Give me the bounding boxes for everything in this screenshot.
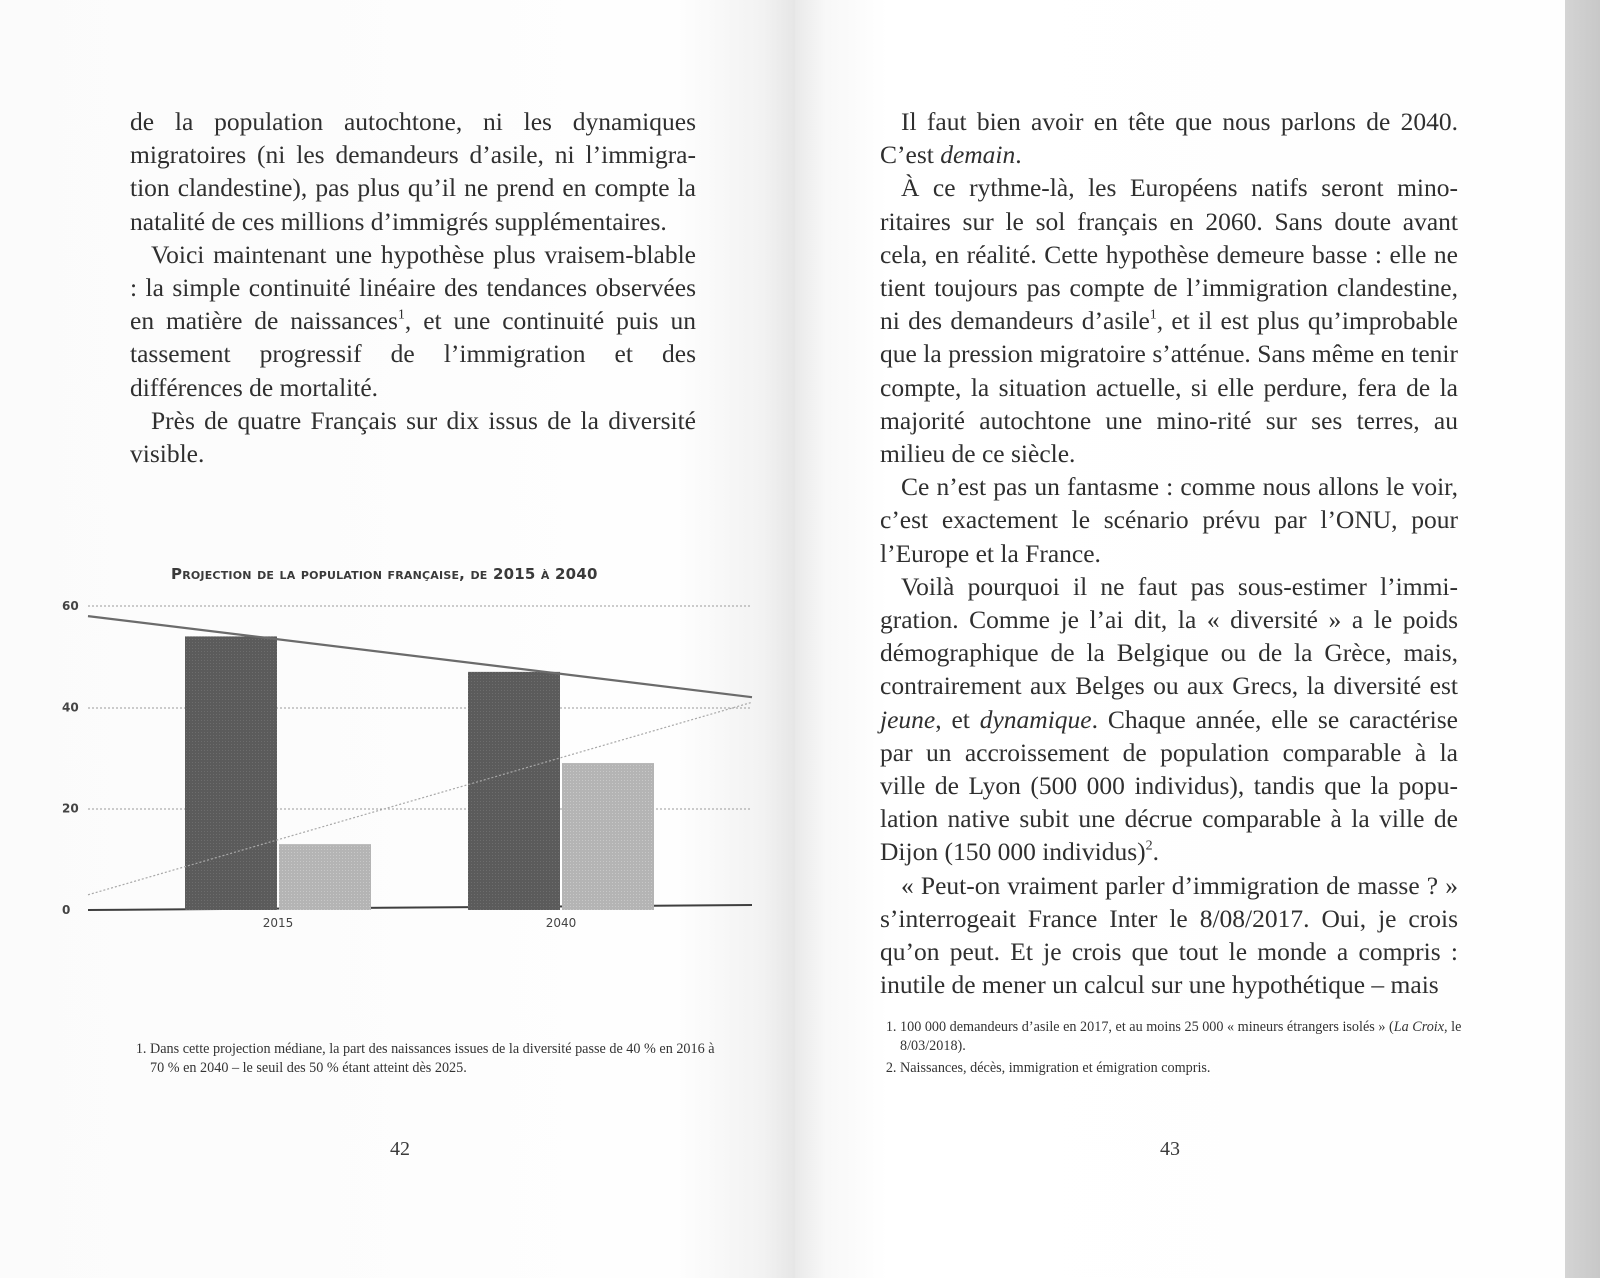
page-number: 43 <box>1160 1138 1180 1160</box>
page-number: 42 <box>390 1138 410 1160</box>
bar-2015-series-2 <box>279 844 371 910</box>
left-footnotes <box>128 1040 718 1081</box>
footnote-ref[interactable]: 2 <box>1145 838 1153 854</box>
bar-2015-series-1 <box>185 636 277 910</box>
chart-title: Projection de la population française, de 2015 à 2040 <box>171 565 598 583</box>
footnote-ref[interactable]: 1 <box>397 307 405 323</box>
paragraph: « Peut-on vraiment parler d’immigration de masse ? » s’interrogeait France Inter le 8/08/2017. Oui, je crois qu’on peut. Et je crois que tout le monde a compris : inutile de mener un calcul sur une hypothétique – mais <box>880 870 1458 1000</box>
bar-2040-series-2 <box>562 763 654 910</box>
y-tick-label: 0 <box>62 903 71 917</box>
footnote: 1. 100 000 demandeurs d’asile en 2017, et au moins 25 000 « mineurs étrangers isolés » (La Croix, le 8/03/2018). <box>900 1018 1468 1056</box>
footnote: 1. Dans cette projection médiane, la part des naissances issues de la diversité passe de 40 % en 2016 à 70 % en 2040 – le seuil des 50 % étant atteint dès 2025. <box>150 1040 718 1078</box>
footnote-ref[interactable]: 1 <box>1149 307 1157 323</box>
y-tick-label: 20 <box>62 801 79 816</box>
paragraph: À ce rythme-là, les Européens natifs seront mino-ritaires sur le sol français en 2060. Sans doute avant cela, en réalité. Cette hypothèse demeure basse : elle ne tient toujours pas compte de l’immigration clandestine, ni des demandeurs d’asile$^1$, et il est plus qu’improbable que la pression migratoire s’atténue. Sans même en tenir compte, la situation actuelle, si elle perdure, fera de la majorité autochtone une mino-rité sur ses terres, au milieu de ce siècle. <box>880 173 1458 469</box>
x-axis-ticks <box>263 916 577 930</box>
right-footnotes <box>878 1018 1468 1081</box>
bar-chart <box>0 0 800 950</box>
y-tick-label: 40 <box>62 700 79 715</box>
y-tick-label: 60 <box>62 599 79 613</box>
paragraph: Il faut bien avoir en tête que nous parlons de 2040. C’est demain. <box>880 107 1458 170</box>
paragraph: Près de quatre Français sur dix issus de la diversité visible. <box>130 405 696 469</box>
paragraph: Voilà pourquoi il ne faut pas sous-estimer l’immi-gration. Comme je l’ai dit, la « diversité » a le poids démographique de la Belgique ou de la Grèce, mais, contrairement aux Belges ou aux Grecs, la diversité est jeune, et dynamique. Chaque année, elle se caractérise par un accroissement de population comparable à la ville de Lyon (500 000 individus), tandis que la popu-lation native subit une décrue comparable à la ville de Dijon (150 000 individus)$^2$. <box>880 571 1458 867</box>
x-tick-label: 2040 <box>545 916 577 930</box>
y-axis-ticks <box>62 599 79 917</box>
right-page-body <box>880 105 1458 1001</box>
x-tick-label: 2015 <box>262 916 294 930</box>
footnote: 2. Naissances, décès, immigration et émigration compris. <box>900 1059 1468 1078</box>
book-edge <box>1565 0 1600 1278</box>
paragraph: Voici maintenant une hypothèse plus vraisem-blable : la simple continuité linéaire des tendances observées en matière de naissances$^1$, et une continuité puis un tassement progressif de l’immigration et des différences de mortalité. <box>130 239 696 402</box>
paragraph: Ce n’est pas un fantasme : comme nous allons le voir, c’est exactement le scénario prévu par l’ONU, pour l’Europe et la France. <box>880 472 1458 568</box>
bar-2040-series-1 <box>468 672 560 910</box>
paragraph: de la population autochtone, ni les dynamiques migratoires (ni les demandeurs d’asile, ni l’immigra-tion clandestine), pas plus qu’il ne prend en compte la natalité de ces millions d’immigrés supplémentaires. <box>130 107 696 236</box>
